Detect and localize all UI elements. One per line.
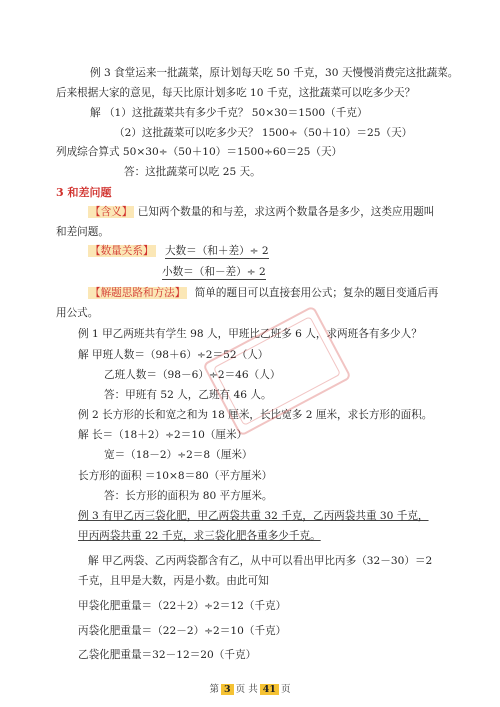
ex1-answer: 答：甲班有 52 人，乙班有 46 人。 bbox=[104, 389, 272, 401]
ex3-solution-3: 甲袋化肥重量＝（22＋2）÷2＝12（千克） bbox=[78, 600, 287, 612]
ex3-solution-1: 解 甲乙两袋、乙丙两袋都含有乙，从中可以看出甲比丙多（32－30）＝2 bbox=[88, 555, 433, 567]
relation-big: 大数＝（和＋差）÷ 2 bbox=[164, 245, 269, 257]
meaning-paragraph bbox=[88, 205, 434, 219]
method-text-2: 用公式。 bbox=[56, 307, 99, 319]
ex2-answer: 答：长方形的面积为 80 平方厘米。 bbox=[104, 490, 273, 502]
ex3-solution-4: 丙袋化肥重量＝（22－2）÷2＝10（千克） bbox=[78, 625, 287, 637]
example3-solution-1: 解 （1）这批蔬菜共有多少千克？ 50×30＝1500（千克） bbox=[90, 107, 368, 119]
ex2-solution-3: 长方形的面积 ＝10×8＝80（平方厘米） bbox=[78, 470, 273, 482]
ex3-question-1: 例 3 有甲乙丙三袋化肥，甲乙两袋共重 32 千克，乙丙两袋共重 30 千克， bbox=[78, 510, 429, 522]
example3-answer: 答：这批蔬菜可以吃 25 天。 bbox=[124, 166, 261, 178]
meaning-text-2: 和差问题。 bbox=[56, 226, 109, 238]
relation-row bbox=[88, 244, 269, 258]
ex1-solution-2: 乙班人数＝（98－6）÷2＝46（人） bbox=[104, 369, 281, 381]
method-text-1: 简单的题目可以直接套用公式；复杂的题目变通后再 bbox=[194, 287, 439, 299]
total-pages-badge: 41 bbox=[260, 684, 279, 695]
ex2-question: 例 2 长方形的长和宽之和为 18 厘米，长比宽多 2 厘米，求长方形的面积。 bbox=[78, 409, 433, 421]
relation-small: 小数＝（和－差）÷ 2 bbox=[162, 266, 266, 278]
ex3-question-2: 甲丙两袋共重 22 千克，求三袋化肥各重多少千克。 bbox=[78, 530, 321, 542]
ex3-solution-2: 千克，且甲是大数，丙是小数。由此可知 bbox=[78, 575, 269, 587]
relation-small-row bbox=[162, 265, 266, 279]
method-paragraph bbox=[88, 286, 438, 300]
ex3-solution-5: 乙袋化肥重量＝32－12＝20（千克） bbox=[78, 649, 257, 661]
example3-solution-2: （2）这批蔬菜可以吃多少天？ 1500÷（50＋10）＝25（天） bbox=[114, 127, 413, 139]
relation-tag: 【数量关系】 bbox=[90, 245, 154, 257]
method-tag: 【解题思路和方法】 bbox=[90, 287, 186, 299]
example3-combined: 列成综合算式 50×30÷（50＋10）＝1500÷60＝25（天） bbox=[56, 146, 343, 158]
ex1-solution-1: 解 甲班人数＝（98＋6）÷2＝52（人） bbox=[78, 349, 269, 361]
ex2-solution-1: 解 长＝（18＋2）÷2＝10（厘米） bbox=[78, 429, 248, 441]
meaning-text-1: 已知两个数量的和与差，求这两个数量各是多少，这类应用题叫 bbox=[137, 206, 435, 218]
section-title: 3 和差问题 bbox=[56, 186, 112, 199]
ex1-question: 例 1 甲乙两班共有学生 98 人，甲班比乙班多 6 人，求两班各有多少人？ bbox=[78, 328, 422, 340]
ex2-solution-2: 宽＝（18－2）÷2＝8（厘米） bbox=[104, 449, 253, 461]
current-page-badge: 3 bbox=[221, 684, 234, 695]
meaning-tag: 【含义】 bbox=[90, 206, 133, 218]
page-footer: 第 3 页 共 41 页 bbox=[209, 684, 291, 695]
example3-line1: 例 3 食堂运来一批蔬菜，原计划每天吃 50 千克，30 天慢慢消费完这批蔬菜。 bbox=[90, 67, 459, 79]
example3-line2: 后来根据大家的意见，每天比原计划多吃 10 千克，这批蔬菜可以吃多少天？ bbox=[56, 87, 416, 99]
